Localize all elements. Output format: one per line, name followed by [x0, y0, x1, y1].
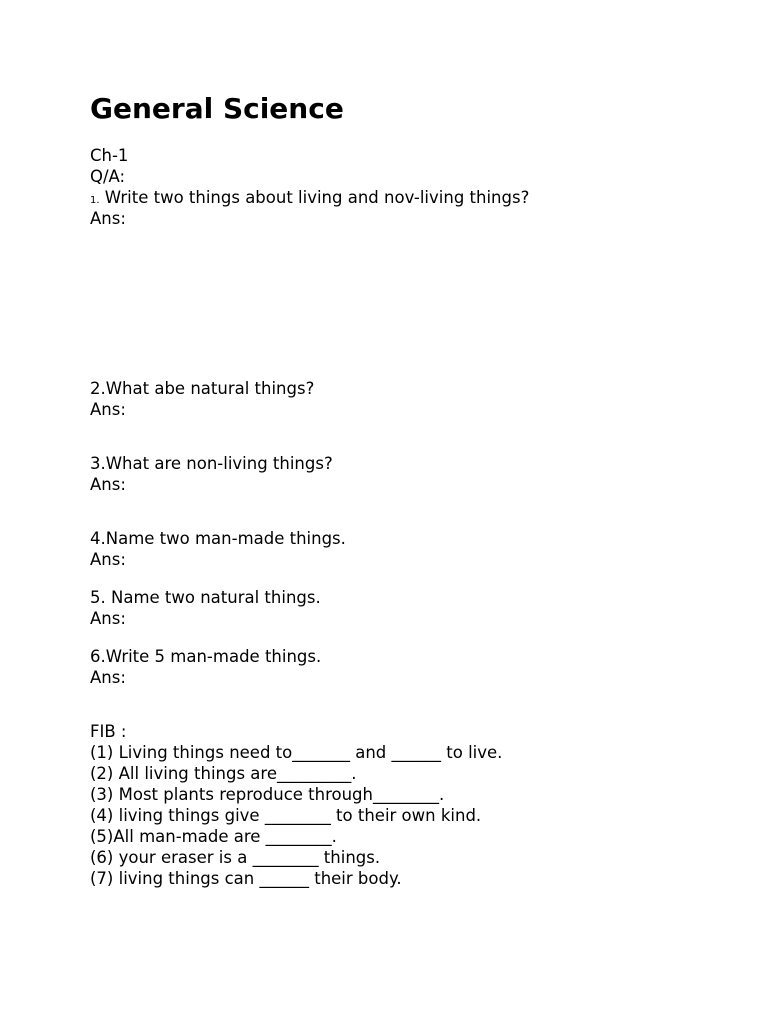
- answer-3-label: Ans:: [90, 475, 126, 494]
- question-1-number: 1.: [90, 195, 100, 206]
- fib-item-5: (5)All man-made are ________.: [90, 827, 337, 846]
- fib-item-2: (2) All living things are_________.: [90, 764, 357, 783]
- question-5: 5. Name two natural things.: [90, 588, 321, 607]
- qa-heading: Q/A:: [90, 167, 126, 186]
- fib-heading: FIB :: [90, 722, 127, 741]
- answer-1-label: Ans:: [90, 209, 126, 228]
- fib-item-3: (3) Most plants reproduce through________.: [90, 785, 445, 804]
- question-6: 6.Write 5 man-made things.: [90, 647, 322, 666]
- answer-6-label: Ans:: [90, 668, 126, 687]
- question-1-text: Write two things about living and nov-living things?: [104, 188, 530, 207]
- fib-item-1: (1) Living things need to_______ and ______ to live.: [90, 743, 503, 762]
- question-1: [90, 187, 529, 211]
- question-3: 3.What are non-living things?: [90, 454, 333, 473]
- answer-5-label: Ans:: [90, 609, 126, 628]
- fib-item-4: (4) living things give ________ to their own kind.: [90, 806, 482, 825]
- answer-4-label: Ans:: [90, 550, 126, 569]
- fib-item-7: (7) living things can ______ their body.: [90, 869, 402, 888]
- chapter-label: Ch-1: [90, 146, 129, 165]
- page-title: General Science: [90, 92, 344, 125]
- answer-2-label: Ans:: [90, 400, 126, 419]
- question-4: 4.Name two man-made things.: [90, 529, 346, 548]
- fib-item-6: (6) your eraser is a ________ things.: [90, 848, 381, 867]
- question-2: 2.What abe natural things?: [90, 379, 315, 398]
